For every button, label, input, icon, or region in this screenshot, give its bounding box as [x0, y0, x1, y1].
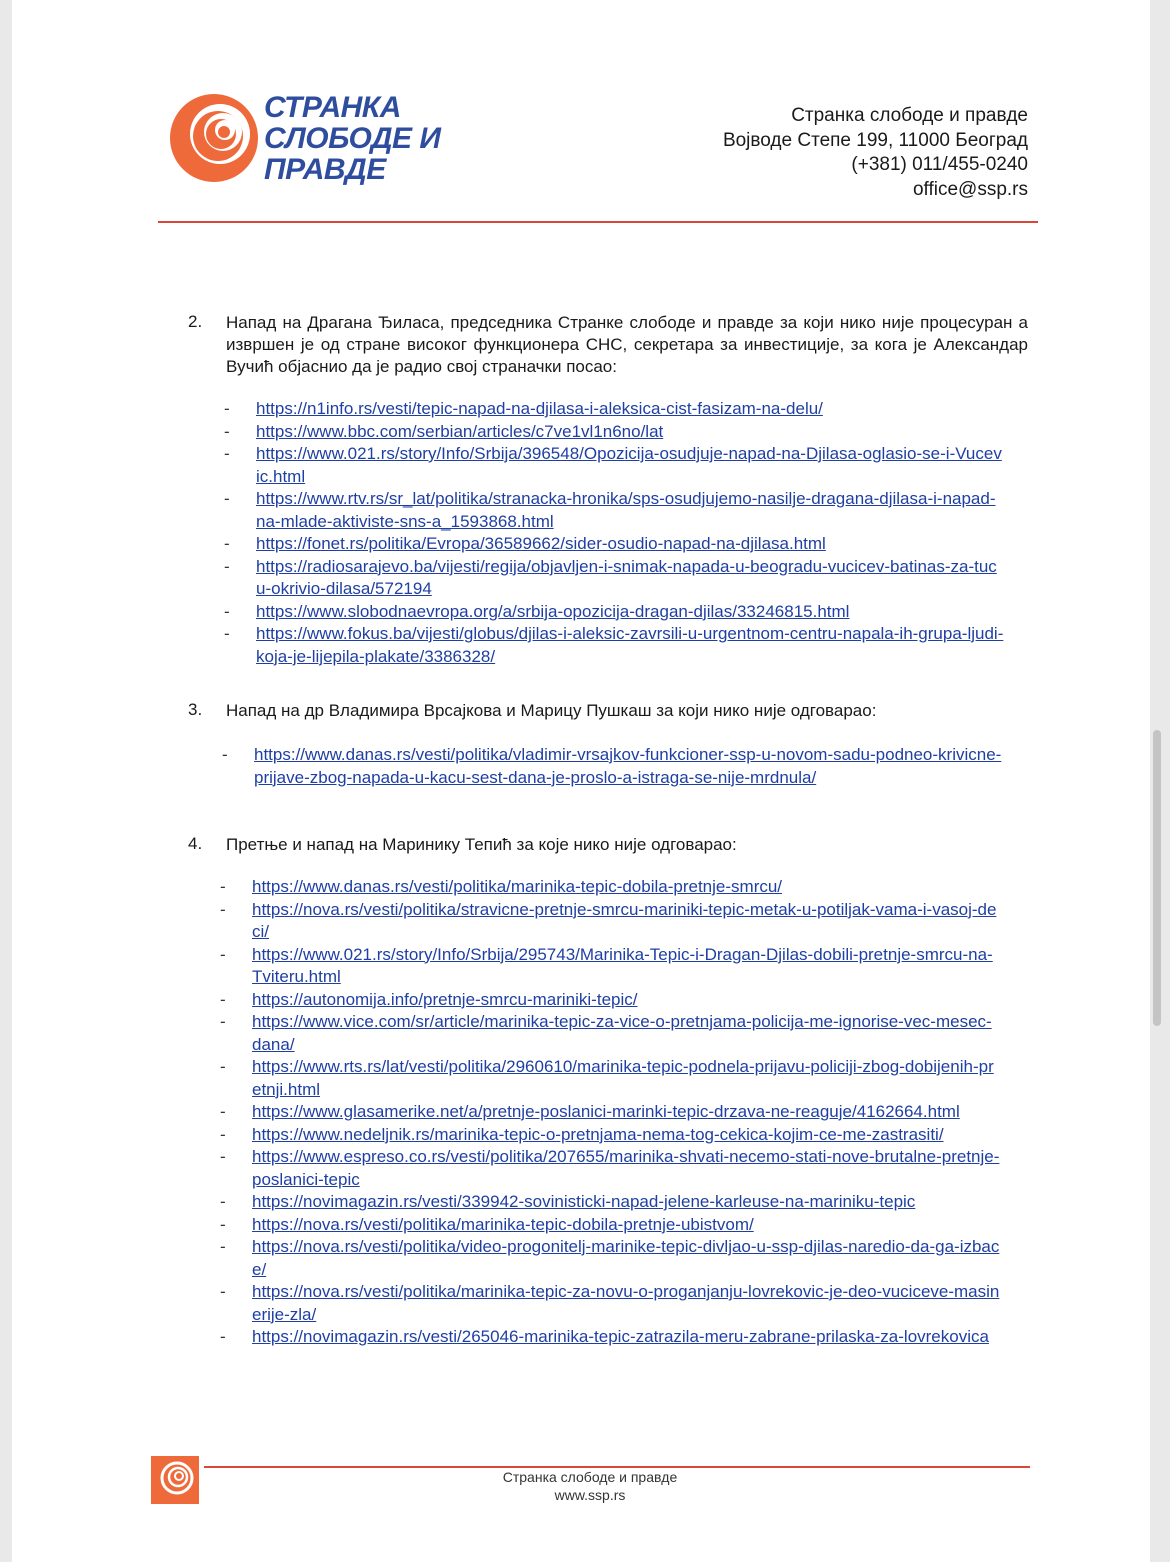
footer-logo-icon: [151, 1456, 199, 1504]
source-link[interactable]: https://www.021.rs/story/Info/Srbija/396548/Opozicija-osudjuje-napad-na-Djilasa-oglasio-se-i-Vucevic.html: [256, 444, 1002, 486]
footer-logo: [151, 1456, 199, 1504]
header-divider: [158, 221, 1038, 223]
list-item: - https://novimagazin.rs/vesti/339942-sovinisticki-napad-jelene-karleuse-na-mariniku-tepic: [220, 1192, 916, 1211]
source-link[interactable]: https://www.bbc.com/serbian/articles/c7ve1vl1n6no/lat: [256, 421, 664, 441]
source-link[interactable]: https://fonet.rs/politika/Evropa/36589662/sider-osudio-napad-na-djilasa.html: [256, 534, 826, 553]
footer-website: www.ssp.rs: [554, 1487, 626, 1503]
list-item: - https://www.espreso.co.rs/vesti/politika/207655/marinika-shvati-necemo-stati-nove-brutalne-pretnje-poslanici-tepic: [220, 1147, 1000, 1189]
source-link[interactable]: https://nova.rs/vesti/politika/video-progonitelj-marinike-tepic-divljao-u-ssp-djilas-naredio-da-ga-izbace/: [252, 1237, 1000, 1279]
section-text: Напад на др Владимира Врсајкова и Марицу Пушкаш за који нико није одговарао:: [226, 701, 877, 720]
section-number: 2.: [188, 312, 203, 331]
source-link[interactable]: https://www.rts.rs/lat/vesti/politika/2960610/marinika-tepic-podnela-prijavu-policiji-zbog-dobijenih-pretnji.html: [252, 1057, 994, 1099]
list-item: - https://nova.rs/vesti/politika/marinika-tepic-dobila-pretnje-ubistvom/: [220, 1214, 754, 1234]
party-logo-icon: [168, 92, 260, 184]
source-link[interactable]: https://www.021.rs/story/Info/Srbija/295743/Marinika-Tepic-i-Dragan-Djilas-dobili-pretnje-smrcu-na-Tviteru.html: [252, 944, 993, 986]
section-text: Претње и напад на Маринику Тепић за које нико није одговарао:: [226, 835, 737, 854]
brand-line-3: ПРАВДЕ: [264, 153, 386, 186]
source-link[interactable]: https://nova.rs/vesti/politika/marinika-tepic-dobila-pretnje-ubistvom/: [252, 1214, 754, 1234]
list-item: - https://www.nedeljnik.rs/marinika-tepic-o-pretnjama-nema-tog-cekica-kojim-ce-me-zastrasiti/: [220, 1124, 944, 1144]
source-link[interactable]: https://novimagazin.rs/vesti/339942-sovinisticki-napad-jelene-karleuse-na-mariniku-tepic: [252, 1192, 916, 1211]
list-item: - https://www.danas.rs/vesti/politika/vladimir-vrsajkov-funkcioner-ssp-u-novom-sadu-podneo-krivicne-prijave-zbog-napada-u-kacu-sest-dana-je-proslo-a-istraga-se-nije-mrdnula/: [222, 745, 1002, 787]
list-item: - https://www.glasamerike.net/a/pretnje-poslanici-marinki-tepic-drzava-ne-reaguje/4162664.html: [220, 1102, 960, 1121]
list-item: - https://www.slobodnaevropa.org/a/srbija-opozicija-dragan-djilas/33246815.html: [224, 601, 850, 621]
list-item: - https://www.fokus.ba/vijesti/globus/djilas-i-aleksic-zavrsili-u-urgentnom-centru-napala-ih-grupa-ljudi-koja-je-lijepila-plakate/3386328/: [224, 624, 1004, 666]
contact-address: Војводе Степе 199, 11000 Београд: [722, 129, 1028, 151]
source-link[interactable]: https://www.slobodnaevropa.org/a/srbija-opozicija-dragan-djilas/33246815.html: [256, 601, 850, 621]
list-item: - https://www.021.rs/story/Info/Srbija/295743/Marinika-Tepic-i-Dragan-Djilas-dobili-pretnje-smrcu-na-Tviteru.html: [220, 944, 993, 986]
brand-line-2: СЛОБОДЕ И: [264, 122, 441, 155]
list-item: - https://n1info.rs/vesti/tepic-napad-na-djilasa-i-aleksica-cist-fasizam-na-delu/: [224, 399, 823, 418]
list-item: - https://nova.rs/vesti/politika/marinika-tepic-za-novu-o-proganjanju-lovrekovic-je-deo-vuciceve-masinerije-zla/: [220, 1282, 1000, 1324]
list-item: - https://radiosarajevo.ba/vijesti/regija/objavljen-i-snimak-napada-u-beogradu-vucicev-batinas-za-tucu-okrivio-dilasa/572194: [224, 556, 997, 598]
list-item: - https://www.021.rs/story/Info/Srbija/396548/Opozicija-osudjuje-napad-na-Djilasa-oglasio-se-i-Vucevic.html: [224, 444, 1002, 486]
source-link[interactable]: https://www.vice.com/sr/article/marinika-tepic-za-vice-o-pretnjama-policija-me-ignorise-vec-mesec-dana/: [252, 1012, 992, 1054]
list-item: - https://fonet.rs/politika/Evropa/36589662/sider-osudio-napad-na-djilasa.html: [224, 534, 826, 553]
list-item: - https://nova.rs/vesti/politika/stravicne-pretnje-smrcu-mariniki-tepic-metak-u-potiljak-vama-i-vasoj-deci/: [220, 899, 997, 941]
section-number: 4.: [188, 834, 203, 853]
list-item: - https://www.danas.rs/vesti/politika/marinika-tepic-dobila-pretnje-smrcu/: [220, 877, 783, 896]
footer-text: [440, 1468, 740, 1504]
source-link[interactable]: https://www.fokus.ba/vijesti/globus/djilas-i-aleksic-zavrsili-u-urgentnom-centru-napala-ih-grupa-ljudi-koja-je-lijepila-plakate/3386328/: [256, 624, 1004, 666]
source-link[interactable]: https://nova.rs/vesti/politika/stravicne-pretnje-smrcu-mariniki-tepic-metak-u-potiljak-vama-i-vasoj-deci/: [252, 899, 997, 941]
section-number: 3.: [188, 700, 203, 719]
section-4: [188, 834, 1028, 856]
party-wordmark: [264, 92, 440, 185]
source-link[interactable]: https://autonomija.info/pretnje-smrcu-mariniki-tepic/: [252, 989, 638, 1009]
source-link[interactable]: https://novimagazin.rs/vesti/265046-marinika-tepic-zatrazila-meru-zabrane-prilaska-za-lovrekovica: [252, 1327, 989, 1346]
source-link[interactable]: https://www.glasamerike.net/a/pretnje-poslanici-marinki-tepic-drzava-ne-reaguje/4162664.html: [252, 1102, 960, 1121]
source-link[interactable]: https://nova.rs/vesti/politika/marinika-tepic-za-novu-o-proganjanju-lovrekovic-je-deo-vuciceve-masinerije-zla/: [252, 1282, 1000, 1324]
list-item: - https://novimagazin.rs/vesti/265046-marinika-tepic-zatrazila-meru-zabrane-prilaska-za-lovrekovica: [220, 1327, 989, 1346]
list-item: - https://www.rts.rs/lat/vesti/politika/2960610/marinika-tepic-podnela-prijavu-policiji-zbog-dobijenih-pretnji.html: [220, 1057, 994, 1099]
footer-party-name: Странка слободе и правде: [502, 1469, 678, 1485]
list-item: - https://www.rtv.rs/sr_lat/politika/stranacka-hronika/sps-osudjujemo-nasilje-dragana-djilasa-i-napad-na-mlade-aktiviste-sns-a_1593868.html: [224, 489, 996, 531]
brand-line-1: СТРАНКА: [264, 91, 401, 124]
section-text: Напад на Драгана Ђиласа, председника Странке слободе и правде за који нико није процесуран а извршен је од стране високог функционера СНС, секретара за инвестиције, за кога је Александар Вучић објаснио да је радио свој страначки посао:: [226, 313, 1028, 376]
source-link[interactable]: https://www.rtv.rs/sr_lat/politika/stranacka-hronika/sps-osudjujemo-nasilje-dragana-djilasa-i-napad-na-mlade-aktiviste-sns-a_1593868.html: [256, 489, 996, 531]
section-2: [188, 312, 1028, 378]
contact-email: office@ssp.rs: [912, 178, 1028, 200]
contact-phone: (+381) 011/455-0240: [851, 154, 1028, 175]
source-link[interactable]: https://radiosarajevo.ba/vijesti/regija/objavljen-i-snimak-napada-u-beogradu-vucicev-batinas-za-tucu-okrivio-dilasa/572194: [256, 556, 997, 598]
source-link[interactable]: https://www.nedeljnik.rs/marinika-tepic-o-pretnjama-nema-tog-cekica-kojim-ce-me-zastrasiti/: [252, 1124, 944, 1144]
list-item: - https://www.vice.com/sr/article/marinika-tepic-za-vice-o-pretnjama-policija-me-ignorise-vec-mesec-dana/: [220, 1012, 992, 1054]
contact-block: [723, 104, 1028, 202]
section-3: [188, 700, 1028, 722]
vertical-scrollbar[interactable]: [1153, 730, 1161, 1026]
source-link[interactable]: https://n1info.rs/vesti/tepic-napad-na-djilasa-i-aleksica-cist-fasizam-na-delu/: [256, 399, 823, 418]
source-link[interactable]: https://www.espreso.co.rs/vesti/politika/207655/marinika-shvati-necemo-stati-nove-brutalne-pretnje-poslanici-tepic: [252, 1147, 1000, 1189]
link-list-3: [222, 744, 1002, 789]
link-list-4: [220, 876, 1000, 1349]
list-item: - https://www.bbc.com/serbian/articles/c7ve1vl1n6no/lat: [224, 421, 664, 441]
link-list-2: [224, 398, 1004, 668]
contact-name: Странка слободе и правде: [791, 105, 1028, 126]
list-item: - https://nova.rs/vesti/politika/video-progonitelj-marinike-tepic-divljao-u-ssp-djilas-naredio-da-ga-izbace/: [220, 1237, 1000, 1279]
list-item: - https://autonomija.info/pretnje-smrcu-mariniki-tepic/: [220, 989, 638, 1009]
source-link[interactable]: https://www.danas.rs/vesti/politika/marinika-tepic-dobila-pretnje-smrcu/: [252, 877, 783, 896]
source-link[interactable]: https://www.danas.rs/vesti/politika/vladimir-vrsajkov-funkcioner-ssp-u-novom-sadu-podneo-krivicne-prijave-zbog-napada-u-kacu-sest-dana-je-proslo-a-istraga-se-nije-mrdnula/: [254, 745, 1002, 787]
